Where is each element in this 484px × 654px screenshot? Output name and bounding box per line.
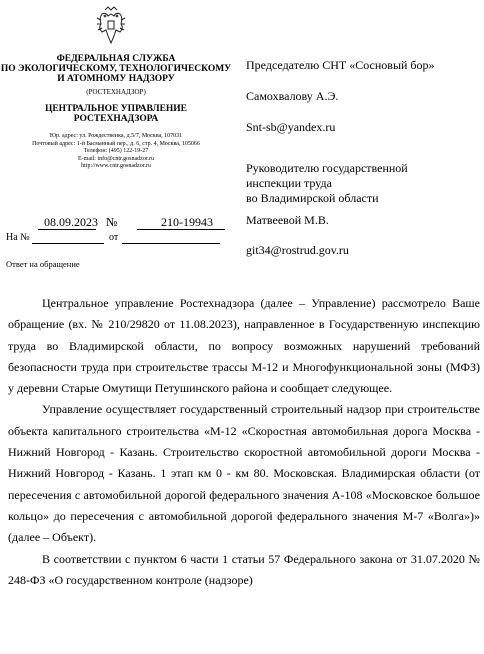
recipient-snt-name: Самохвалову А.Э. <box>246 89 339 103</box>
org-title-line: ПО ЭКОЛОГИЧЕСКОМУ, ТЕХНОЛОГИЧЕСКОМУ <box>0 64 232 74</box>
registration-number-label: № <box>106 215 118 229</box>
department-title <box>0 104 232 124</box>
phone: Телефон: (495) 122-19-27 <box>83 148 149 155</box>
org-title <box>0 54 232 84</box>
legal-address: Юр. адрес: ул. Рождественка, д.5/7, Москва, 107031 <box>49 133 183 139</box>
reference-number-rule <box>32 243 104 244</box>
recipient-line: Руководителю государственной <box>246 161 408 175</box>
recipient-snt-email[interactable]: Snt-sb@yandex.ru <box>246 120 336 134</box>
reply-subject: Ответ на обращение <box>6 259 80 269</box>
department-title-line: РОСТЕХНАДЗОРА <box>73 114 159 124</box>
contact-block <box>0 133 232 171</box>
email: E-mail: info@cntr.gosnadzor.ru <box>77 155 154 162</box>
org-title-line: И АТОМНОМУ НАДЗОРУ <box>57 74 175 84</box>
body-paragraph: Управление осуществляет государственный строительный надзор при строительстве объекта капитального строительства «М-12 «Скоростная автомобильная дорога Москва - Нижний Новгород - Казань. Строительство скоростной автомобильной дороги Москва - Нижний Новгород - Казань. 1 этап км 0 - км 80. Московская. Владимирская области (от пересечения с автомобильной дорогой федерального значения А-108 «Московское большое кольцо» до пересечения с автомобильной дорогой федерального значения М-7 «Волга»)» (далее – Объект). <box>8 402 480 545</box>
registration-number-rule <box>137 229 225 230</box>
reference-date-label: от <box>109 232 119 243</box>
recipient-snt-position: Председателю СНТ «Сосновый бор» <box>246 58 435 72</box>
recipient-git-position <box>246 161 482 206</box>
recipient-line: инспекции труда <box>246 176 332 190</box>
registration-number: 210-19943 <box>161 215 213 229</box>
reference-number-label: На № <box>6 232 30 243</box>
recipient-line: во Владимирской области <box>246 191 379 205</box>
coat-of-arms-icon <box>96 6 126 46</box>
registration-date-rule <box>38 229 96 230</box>
website-link[interactable]: http://www.cntr.gosnadzor.ru <box>81 163 151 170</box>
recipient-git-name: Матвеевой М.В. <box>246 213 329 227</box>
reference-date-rule <box>122 243 220 244</box>
department-title-line: ЦЕНТРАЛЬНОЕ УПРАВЛЕНИЕ <box>44 104 188 114</box>
recipient-git-email[interactable]: git34@rostrud.gov.ru <box>246 243 349 257</box>
body-paragraph: Центральное управление Ростехнадзора (далее – Управление) рассмотрело Ваше обращение (вх. № 210/29820 от 11.08.2023), направленное в Государственную инспекцию труда во Владимирской области, по вопросу возможных нарушений требований безопасности труда при строительстве трассы М-12 и Многофункциональной зоны (МФЗ) у деревни Старые Омутищи Петушинского района и сообщает следующее. <box>8 296 480 396</box>
org-title-line: ФЕДЕРАЛЬНАЯ СЛУЖБА <box>56 54 176 64</box>
org-abbreviation: (РОСТЕХНАДЗОР) <box>86 88 146 96</box>
postal-address: Почтовый адрес: 1-й Басманный пер., д. 6, стр. 4, Москва, 105066 <box>32 140 200 147</box>
body-paragraph: В соответствии с пунктом 6 части 1 статьи 57 Федерального закона от 31.07.2020 № 248-ФЗ «О государственном контроле (надзоре) <box>8 551 480 587</box>
registration-date: 08.09.2023 <box>44 215 98 229</box>
letter-body <box>8 293 480 591</box>
